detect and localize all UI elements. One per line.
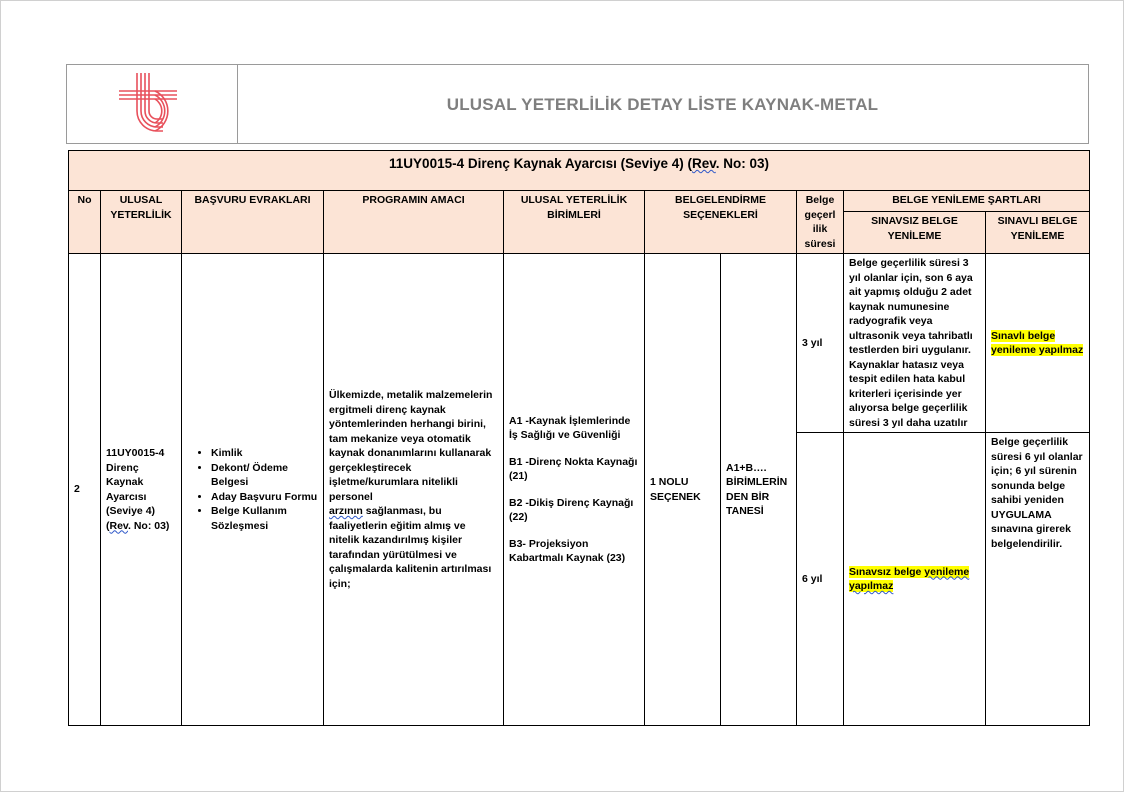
row-sinavsiz-6: Sınavsız belge yenileme yapılmaz [844,433,986,726]
column-header-row-1 [69,191,1090,212]
col-ulusal-yeterlilik: ULUSAL YETERLİLİK [101,191,182,254]
row-qualification-name: 11UY0015-4 Direnç Kaynak Ayarcısı (Seviye 4) (Rev. No: 03) [101,254,182,726]
col-belge-gecerlilik: Belge geçerl ilik süresi [797,191,844,254]
unit-item: A1 -Kaynak İşlemlerinde İş Sağlığı ve Güvenliği [509,414,631,441]
row-option-desc: A1+B…. BİRİMLERİN DEN BİR TANESİ [721,254,797,726]
row-validity-3: 3 yıl [797,254,844,433]
row-sinavli-3: Sınavlı belge yenileme yapılmaz [986,254,1090,433]
col-sinavsiz: SINAVSIZ BELGE YENİLEME [844,212,986,254]
list-item: • Dekont/ Ödeme Belgesi [211,461,318,490]
document-header [66,64,1089,144]
document-title: ULUSAL YETERLİLİK DETAY LİSTE KAYNAK-METAL [446,95,879,114]
row-sinavsiz-3: Belge geçerlilik süresi 3 yıl olanlar için, son 6 aya ait yapmış olduğu 2 adet kaynak numunesine radyografik veya ultrasonik veya tahribatlı testlerden biri uygulanır. Kaynaklar hatasız veya tespit edilen hata kabul kriterleri içerisinde yer alıyorsa belge geçerlilik süresi 3 yıl daha uzatılır [844,254,986,433]
unit-item: B2 -Dikiş Direnç Kaynağı (22) [509,496,634,523]
row-option-name: 1 NOLU SEÇENEK [645,254,721,726]
col-programin-amaci: PROGRAMIN AMACI [324,191,504,254]
row-units [504,254,645,726]
col-no: No [69,191,101,254]
logo-cell [67,65,238,143]
col-sinavli: SINAVLI BELGE YENİLEME [986,212,1090,254]
list-item: • Belge Kullanım Sözleşmesi [211,504,318,533]
qualification-title-row [69,151,1090,191]
unit-item: B1 -Direnç Nokta Kaynağı (21) [509,455,638,482]
col-basvuru-evraklari: BAŞVURU EVRAKLARI [182,191,324,254]
row-sinavli-6: Belge geçerlilik süresi 6 yıl olanlar için; 6 yıl sürenin sonunda belge sahibi yeniden UYGULAMA sınavına girerek belgelendirilir. [986,433,1090,726]
row-validity-6: 6 yıl [797,433,844,726]
list-item: • Aday Başvuru Formu [211,490,318,505]
col-belgelendirme-secenekleri: BELGELENDİRME SEÇENEKLERİ [645,191,797,254]
table-row [69,254,1090,433]
row-purpose: Ülkemizde, metalik malzemelerin ergitmeli direnç kaynak yöntemlerinden herhangi birini, tam mekanize veya otomatik kaynak donanımlarını kullanarak gerçekleştirecek işletme/kurumlara nitelikli personel arzının sağlanması, bu faaliyetlerin eğitim almış ve nitelik kazandırılmış kişiler tarafından yürütülmesi ve çalışmalarda kalitenin artırılması için; [324,254,504,726]
col-yeterlilik-birimleri: ULUSAL YETERLİLİK BİRİMLERİ [504,191,645,254]
col-belge-yenileme-sartlari: BELGE YENİLEME ŞARTLARI [844,191,1090,212]
tb-logo-icon [117,71,189,135]
list-item: • Kimlik [211,446,318,461]
row-documents [182,254,324,726]
qualification-title: 11UY0015-4 Direnç Kaynak Ayarcısı (Seviye 4) (Rev. No: 03) [69,151,1090,191]
row-no: 2 [69,254,101,726]
documents-list [187,446,318,533]
unit-item: B3- Projeksiyon Kabartmalı Kaynak (23) [509,537,626,564]
qualification-table [68,150,1090,726]
